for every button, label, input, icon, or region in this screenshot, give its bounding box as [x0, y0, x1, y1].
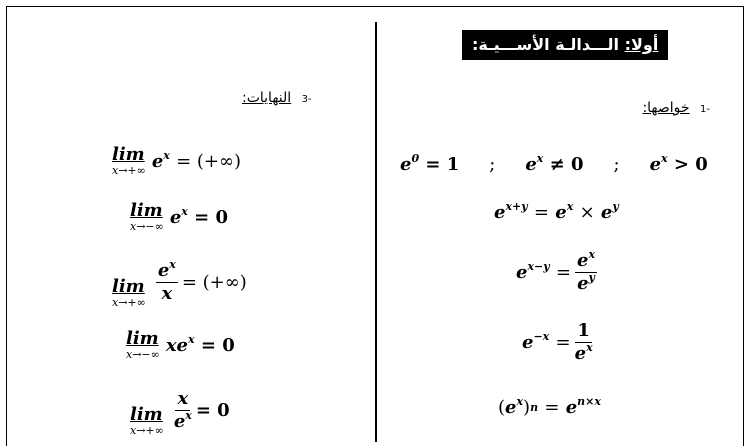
lim-word: lim — [112, 276, 145, 297]
title-rest: الـــدالـة الأســـيـة: — [472, 35, 625, 54]
property-line-2: $e^{x+y}$ = $e^x$ × $e^y$ — [494, 200, 619, 223]
lim-subscript: x→−∞ — [130, 220, 164, 233]
lim-subscript: x→−∞ — [126, 348, 160, 361]
equals-sign: = — [533, 202, 549, 223]
equals-sign: = — [544, 397, 560, 418]
heading-number: -3 — [301, 94, 312, 105]
fraction: $\frac{e^x}{x}$ — [157, 258, 176, 304]
limit-5 — [130, 384, 230, 437]
property-line-4: $e^{-x}$ = $\frac{1}{e^x}$ — [522, 320, 593, 364]
fraction: $\frac{e^x}{e^y}$ — [577, 248, 596, 294]
lim-word: lim — [130, 404, 163, 425]
separator: ; — [613, 154, 620, 175]
limit-result: = 0 — [200, 335, 235, 356]
title-lead: أولا: — [624, 35, 659, 54]
fraction: $\frac{1}{e^x}$ — [574, 320, 593, 364]
lim-word: lim — [112, 144, 145, 165]
property-value: ≠ 0 — [549, 154, 584, 175]
equals-sign: = — [555, 262, 571, 283]
limit-result: = 0 — [194, 207, 228, 228]
heading-properties — [642, 100, 710, 116]
lim-subscript: x→+∞ — [112, 296, 146, 309]
numerator: 1 — [577, 320, 590, 341]
property-line-3: $e^{x-y}$ = $\frac{e^x}{e^y}$ — [516, 248, 596, 294]
heading-label: خواصها: — [642, 100, 690, 116]
property-line-1: $e^0$ = 1 ; $e^x$ ≠ 0 ; $e^x$ > 0 — [400, 152, 708, 175]
heading-label: النهايات: — [242, 90, 292, 106]
lim-word: lim — [130, 200, 163, 221]
limit-4: lim x→−∞ $xe^x$ = 0 — [126, 328, 235, 361]
property-line-5: ( $e^x$ ) n = $e^{n\times x}$ — [498, 395, 601, 418]
limit-result: = 0 — [195, 400, 230, 421]
heading-limits — [242, 90, 312, 106]
separator: ; — [489, 154, 496, 175]
limit-3 — [112, 256, 247, 309]
limit-1: lim x→+∞ $e^x$ = (+∞) — [112, 144, 242, 177]
equals-sign: = — [555, 332, 571, 353]
fraction: $\frac{x}{e^x}$ — [173, 388, 192, 432]
limit-result: = (+∞) — [176, 151, 242, 172]
property-value: > 0 — [673, 154, 708, 175]
lim-subscript: x→+∞ — [112, 164, 146, 177]
lim-word: lim — [126, 328, 159, 349]
times-sign: × — [579, 202, 595, 223]
lim-subscript: x→+∞ — [130, 424, 164, 437]
column-divider — [375, 22, 377, 442]
limit-2: lim x→−∞ $e^x$ = 0 — [130, 200, 228, 233]
limit-result: = (+∞) — [181, 272, 247, 293]
heading-number: -1 — [700, 104, 710, 115]
section-title — [462, 30, 668, 60]
property-value: = 1 — [425, 154, 460, 175]
